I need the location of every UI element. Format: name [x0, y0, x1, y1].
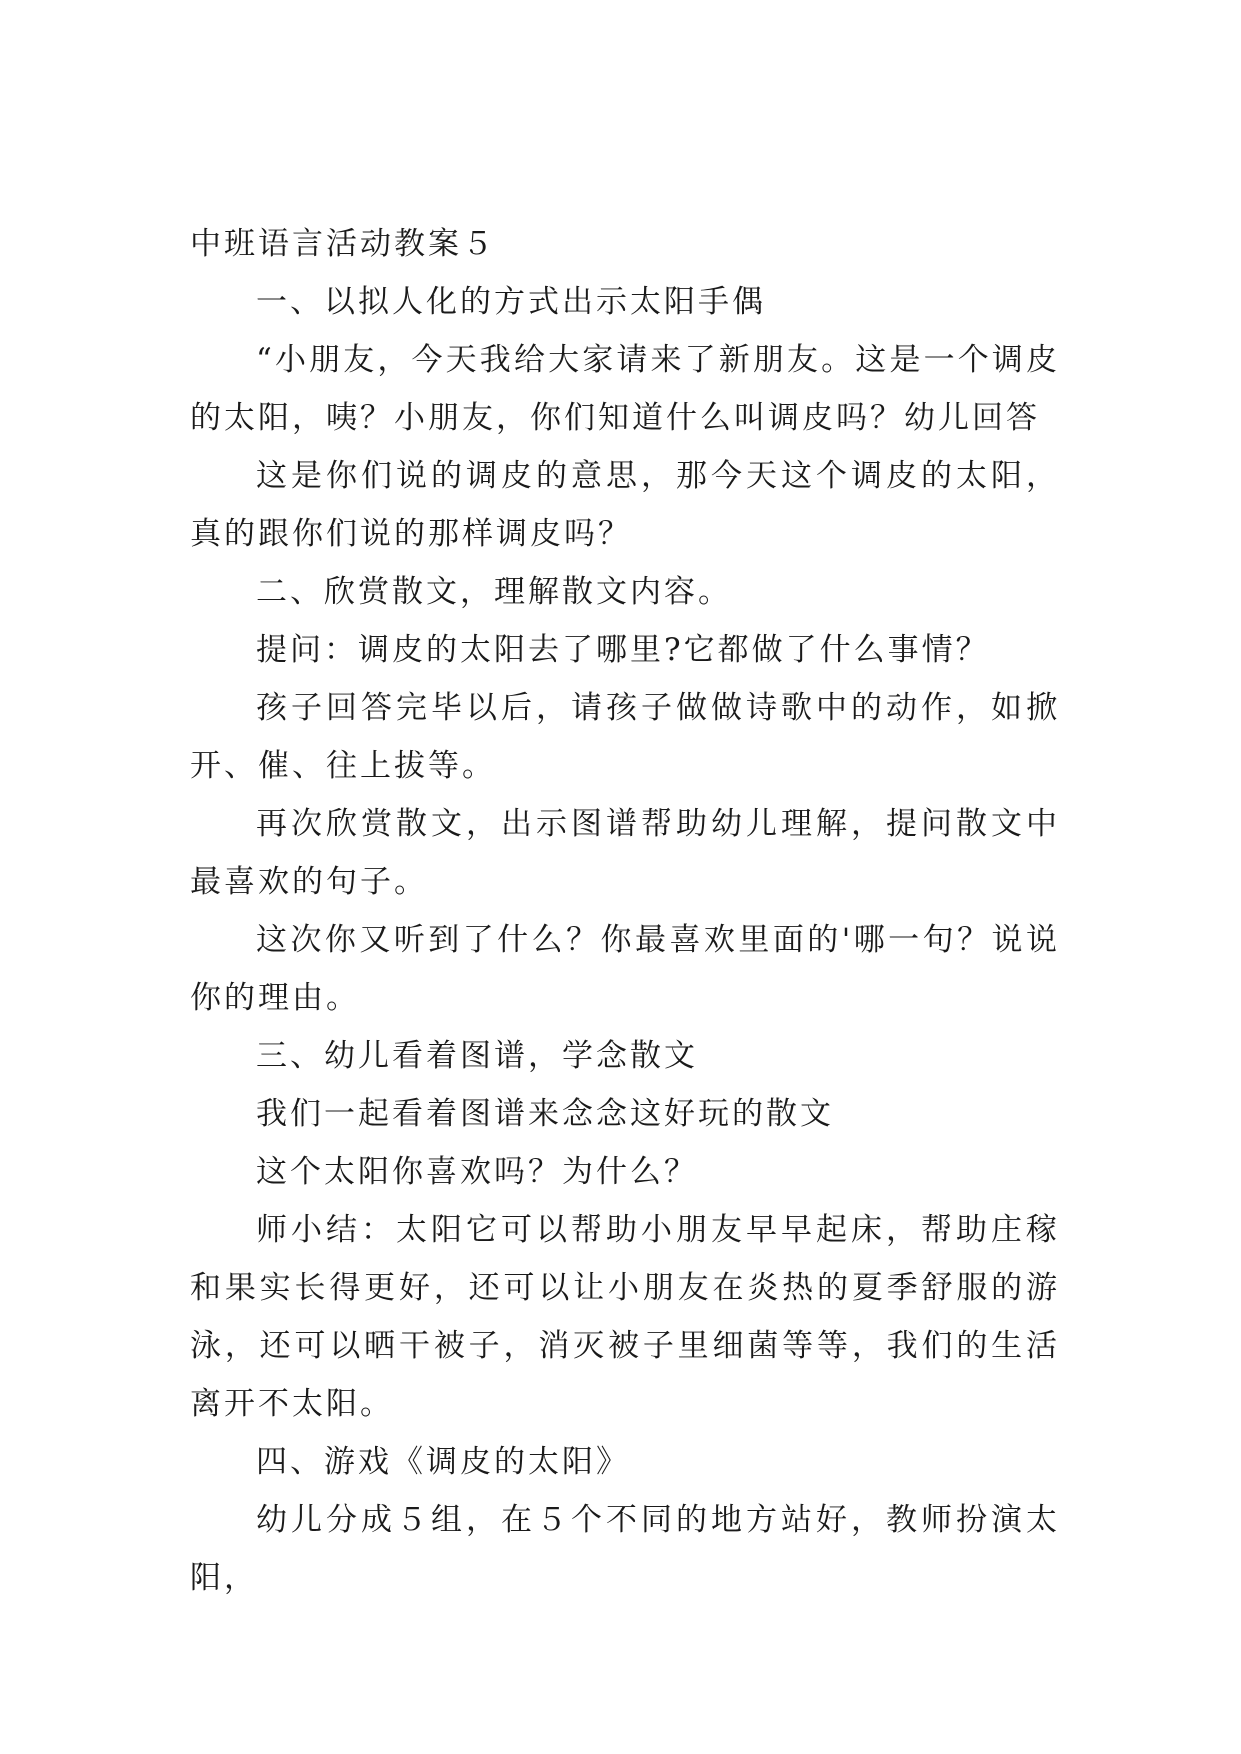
paragraph-question: 提问：调皮的太阳去了哪里?它都做了什么事情？: [256, 632, 990, 668]
paragraph-read-together: 我们一起看着图谱来念念这好玩的散文: [256, 1096, 834, 1132]
paragraph-game-groups: 幼儿分成５组，在５个不同的地方站好，教师扮演太阳，: [190, 1502, 1060, 1596]
document-title: 中班语言活动教案５: [190, 226, 496, 262]
paragraph-step-2-heading: 二、欣赏散文，理解散文内容。: [256, 574, 732, 610]
paragraph-favorite-sentence: 这次你又听到了什么？你最喜欢里面的'哪一句？说说你的理由。: [190, 922, 1060, 1016]
paragraph-teacher-intro: “小朋友，今天我给大家请来了新朋友。这是一个调皮的太阳，咦？小朋友，你们知道什么叫调皮吗？幼儿回答: [190, 342, 1060, 436]
document-body: [190, 215, 1060, 1607]
paragraph-like-sun: 这个太阳你喜欢吗？为什么？: [256, 1154, 698, 1190]
paragraph-summary: 师小结：太阳它可以帮助小朋友早早起床，帮助庄稼和果实长得更好，还可以让小朋友在炎热的夏季舒服的游泳，还可以晒干被子，消灭被子里细菌等等，我们的生活离开不太阳。: [190, 1212, 1060, 1422]
paragraph-reappreciate: 再次欣赏散文，出示图谱帮助幼儿理解，提问散文中最喜欢的句子。: [190, 806, 1060, 900]
paragraph-step-4-heading: 四、游戏《调皮的太阳》: [256, 1444, 630, 1480]
paragraph-step-1-heading: 一、以拟人化的方式出示太阳手偶: [256, 284, 766, 320]
paragraph-actions: 孩子回答完毕以后，请孩子做做诗歌中的动作，如掀开、催、往上拔等。: [190, 690, 1060, 784]
paragraph-teacher-question: 这是你们说的调皮的意思，那今天这个调皮的太阳，真的跟你们说的那样调皮吗？: [190, 458, 1060, 552]
paragraph-step-3-heading: 三、幼儿看着图谱，学念散文: [256, 1038, 698, 1074]
